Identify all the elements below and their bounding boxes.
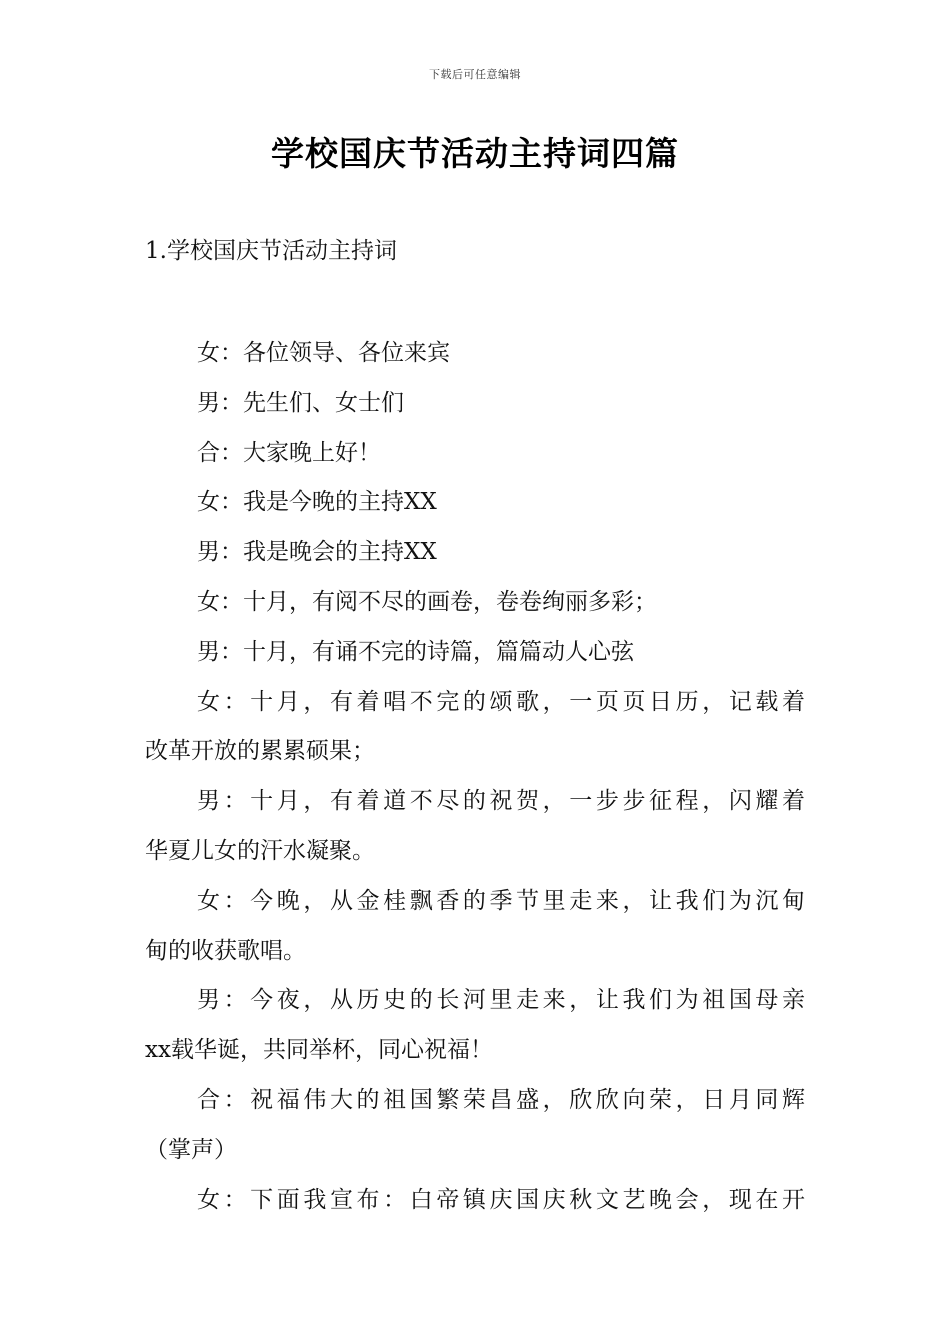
body-line: 女：我是今晚的主持XX: [197, 489, 437, 516]
body-line: 合：大家晚上好！: [197, 439, 381, 466]
body-line: 男：今夜，从历史的长河里走来，让我们为祖国母亲: [197, 987, 805, 1014]
body-line: 合：祝福伟大的祖国繁荣昌盛，欣欣向荣，日月同辉: [197, 1086, 805, 1113]
body-line: 女：下面我宣布：白帝镇庆国庆秋文艺晚会，现在开: [197, 1186, 805, 1213]
header-note: 下载后可任意编辑: [429, 68, 521, 81]
body-line: 女：十月，有着唱不完的颂歌，一页页日历，记载着: [197, 688, 805, 715]
body-line: 女：十月，有阅不尽的画卷，卷卷绚丽多彩；: [197, 588, 657, 615]
body-line: 男：我是晚会的主持XX: [197, 539, 437, 566]
body-line: 男：十月，有着道不尽的祝贺，一步步征程，闪耀着: [197, 788, 805, 815]
body-line-continuation: （掌声）: [145, 1136, 237, 1163]
body-line-continuation: 华夏儿女的汗水凝聚。: [145, 837, 375, 864]
body-line-continuation: 改革开放的累累硕果；: [145, 738, 375, 765]
body-line-continuation: xx载华诞，共同举杯，同心祝福！: [145, 1037, 493, 1064]
section-heading: 1.学校国庆节活动主持词: [145, 238, 397, 264]
body-line: 女：今晚，从金桂飘香的季节里走来，让我们为沉甸: [197, 887, 805, 914]
body-line-continuation: 甸的收获歌唱。: [145, 937, 306, 964]
body-line: 女：各位领导、各位来宾: [197, 340, 450, 366]
body-line: 男：十月，有诵不完的诗篇，篇篇动人心弦: [197, 638, 634, 665]
body-line: 男：先生们、女士们: [197, 389, 404, 416]
document-body: [145, 329, 805, 1225]
document-title: 学校国庆节活动主持词四篇: [271, 134, 679, 173]
